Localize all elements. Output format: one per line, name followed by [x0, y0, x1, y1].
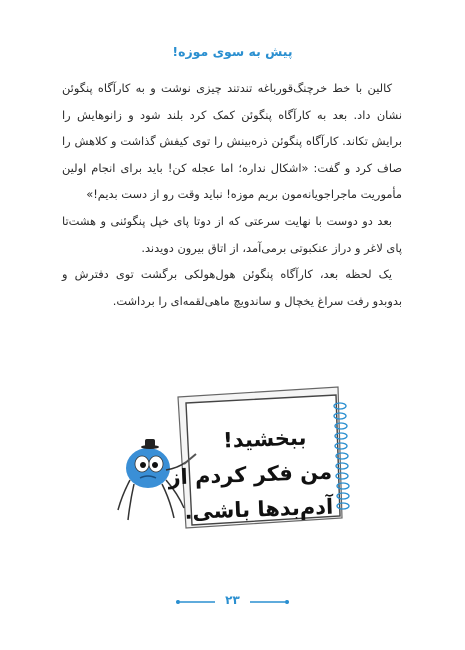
note-line-1: ببخشید! [222, 425, 307, 453]
paragraph-3: یک لحظه بعد، کارآگاه پنگوئن هول‌هولکی برگشت توی دفترش و بدوبدو رفت سراغ یخچال و ساندویچ ماهی‌لقمه‌ای را برداشت. [62, 267, 402, 308]
note-line-3: آدم‌بدها باشی. [184, 494, 334, 524]
chapter-title: پیش به سوی موزه! [172, 44, 293, 59]
page-number: ۲۳ [225, 593, 240, 607]
story-text [62, 75, 402, 314]
note-line-2: من فکر کردم از [168, 459, 333, 490]
note-text [168, 420, 334, 530]
paragraph-1: کالین با خط خرچنگ‌قورباغه تندتند چیزی نوشت و به کارآگاه پنگوئن نشان داد. بعد به کارآگاه پنگوئن کمک کرد بلند شود و زانوهایش را برایش تکاند. کارآگاه پنگوئن ذره‌بینش را توی کیفش گذاشت و کلاهش را صاف کرد و گفت: «اشکال نداره؛ اما عجله کن! باید برای انجام اولین مأموریت ماجراجویانه‌مون بریم موزه! نباید وقت رو از دست بدیم!» [62, 81, 402, 202]
page-footer [0, 592, 465, 612]
paragraph-2: بعد دو دوست با نهایت سرعتی که از دوتا پای خپل پنگوئنی و هشت‌تا پای لاغر و دراز عنکبوتی برمی‌آمد، از اتاق بیرون دویدند. [62, 213, 402, 255]
